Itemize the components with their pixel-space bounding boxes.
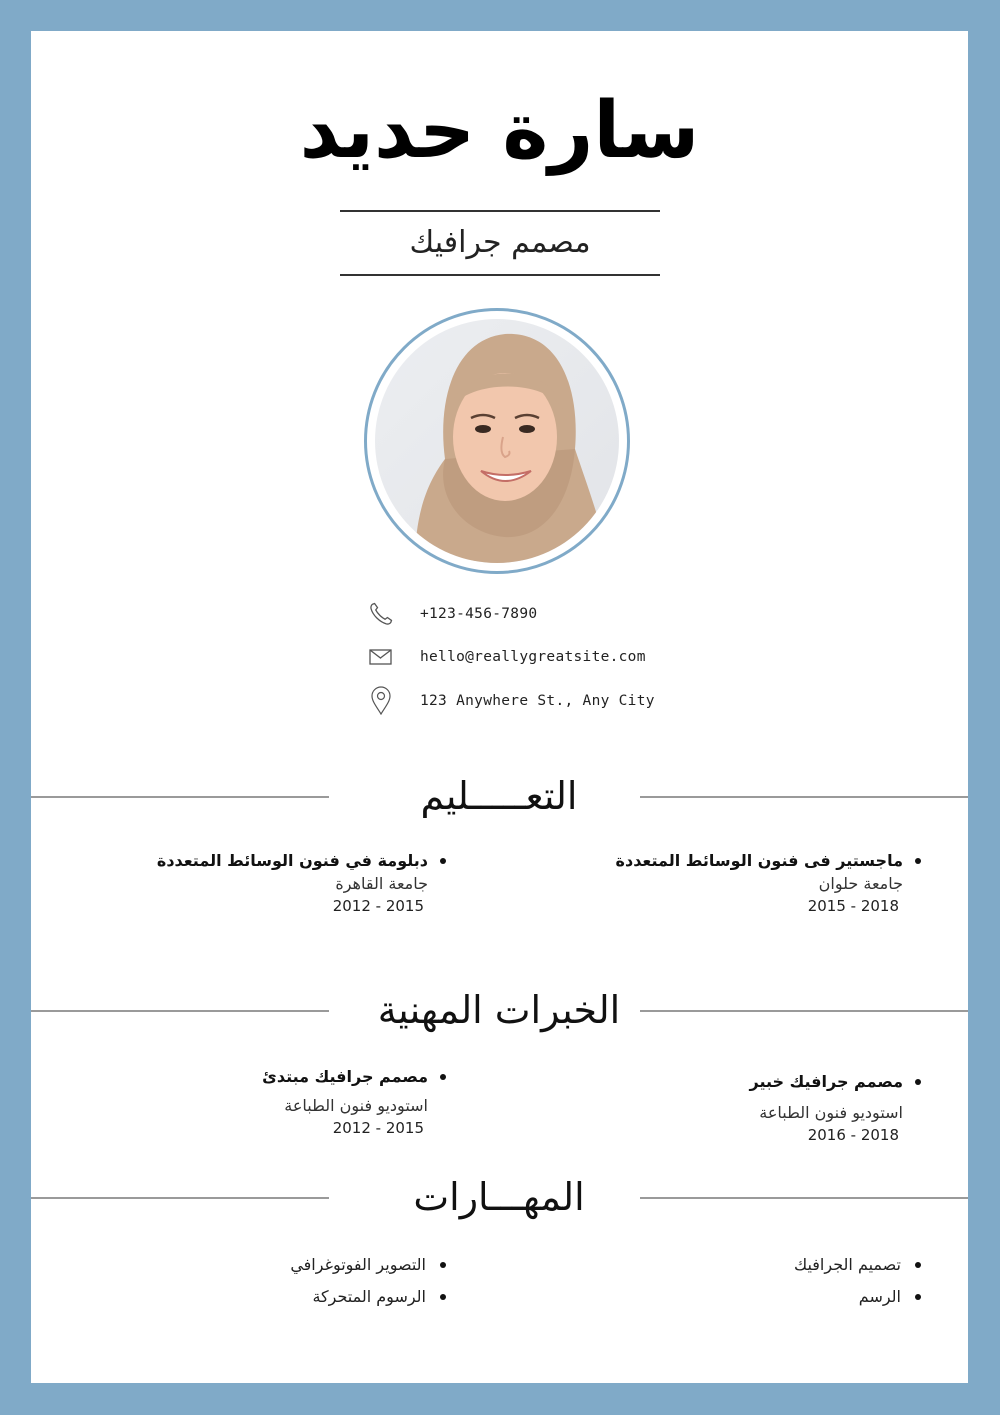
street-address: 123 Anywhere St., Any City [420,693,655,709]
skill-item [621,1249,921,1281]
company: استوديو فنون الطباعة [759,1103,903,1122]
resume-page [31,31,968,1383]
section-divider-right [640,1010,968,1012]
title-divider-bottom [340,274,660,276]
skill-label: التصوير الفوتوغرافي [290,1255,426,1274]
profile-photo [375,319,619,563]
bullet-icon [440,1074,446,1080]
years: 2012 - 2015 [332,1119,424,1137]
bullet-icon [440,1294,446,1300]
skill-item [146,1281,446,1313]
section-divider-left [31,796,329,798]
phone-number: +123-456-7890 [420,606,538,622]
experience-item [541,1070,921,1146]
education-title: التعـــــليم [420,774,578,818]
section-divider-right [640,1197,968,1199]
contact-phone [363,599,537,629]
job-role: مصمم جرافيك مبتدئ [262,1067,428,1086]
skill-label: تصميم الجرافيك [793,1255,901,1274]
title-divider-top [340,210,660,212]
bullet-icon [915,1262,921,1268]
skills-list-right [621,1249,921,1313]
institution: جامعة حلوان [818,874,903,893]
experience-section-header [31,980,968,1040]
skills-title: المهـــارات [413,1175,585,1219]
email-address: hello@reallygreatsite.com [420,649,646,665]
section-divider-right [640,796,968,798]
skill-label: الرسوم المتحركة [312,1287,426,1306]
years: 2012 - 2015 [332,897,424,915]
mail-icon [363,642,399,672]
person-name: سارة حديد [299,86,700,176]
bullet-icon [915,1079,921,1085]
education-section-header [31,766,968,826]
location-pin-icon [363,686,399,716]
years: 2016 - 2018 [807,1126,899,1144]
phone-icon [363,599,399,629]
years: 2015 - 2018 [807,897,899,915]
company: استوديو فنون الطباعة [284,1096,428,1115]
degree-name: دبلومة في فنون الوسائط المتعددة [156,851,428,870]
person-photo-icon [375,319,619,563]
section-divider-left [31,1197,329,1199]
bullet-icon [440,858,446,864]
profile-photo-frame [364,308,630,574]
bullet-icon [915,1294,921,1300]
bullet-icon [915,858,921,864]
degree-name: ماجستير فى فنون الوسائط المتعددة [615,851,903,870]
bullet-icon [440,1262,446,1268]
experience-title: الخبرات المهنية [377,988,621,1032]
skills-list-left [146,1249,446,1313]
job-title: مصمم جرافيك [409,225,591,260]
contact-email [363,642,646,672]
job-role: مصمم جرافيك خبير [749,1072,903,1091]
experience-item [66,1065,446,1139]
skill-label: الرسم [858,1287,901,1306]
skill-item [146,1249,446,1281]
skills-section-header [31,1167,968,1227]
contact-address [363,686,655,716]
institution: جامعة القاهرة [335,874,428,893]
skill-item [621,1281,921,1313]
education-item [541,849,921,917]
education-item [66,849,446,917]
section-divider-left [31,1010,329,1012]
